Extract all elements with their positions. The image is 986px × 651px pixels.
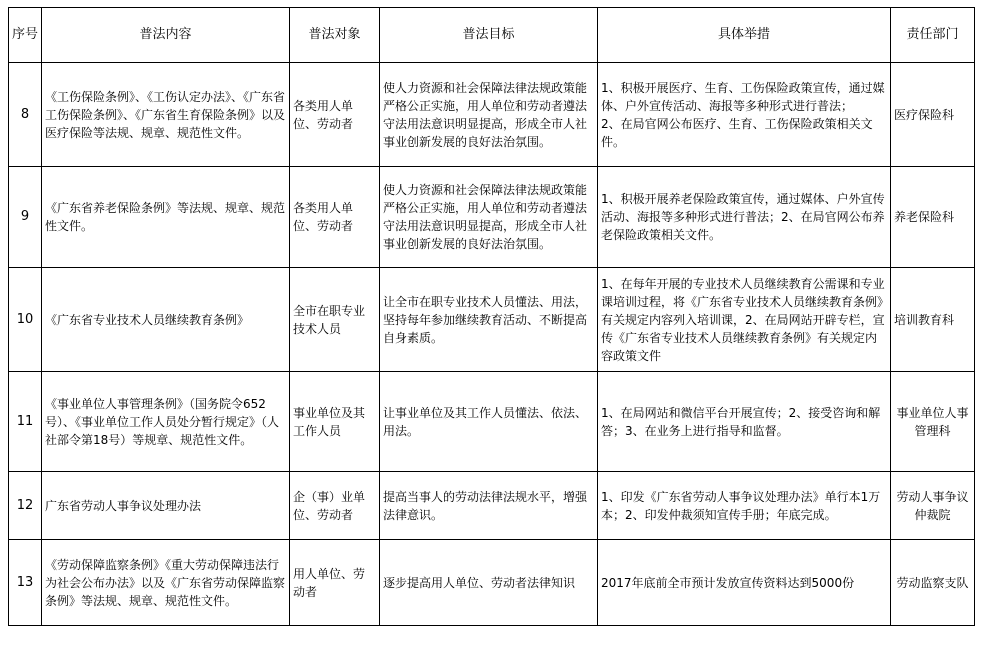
table-row xyxy=(9,268,975,372)
row-dept: 医疗保险科 xyxy=(891,63,975,167)
table-row xyxy=(9,540,975,626)
row-measures: 2017年底前全市预计发放宣传资料达到5000份 xyxy=(598,540,891,626)
row-dept: 事业单位人事管理科 xyxy=(891,372,975,472)
header-no: 序号 xyxy=(9,8,42,63)
row-measures: 1、印发《广东省劳动人事争议处理办法》单行本1万本；2、印发仲裁须知宣传手册；年底完成。 xyxy=(598,472,891,540)
header-dept: 责任部门 xyxy=(891,8,975,63)
header-target: 普法对象 xyxy=(290,8,380,63)
row-target: 事业单位及其工作人员 xyxy=(290,372,380,472)
row-content: 《劳动保障监察条例》《重大劳动保障违法行为社会公布办法》以及《广东省劳动保障监察条例》等法规、规章、规范性文件。 xyxy=(42,540,290,626)
table-row xyxy=(9,472,975,540)
row-content: 《广东省养老保险条例》等法规、规章、规范性文件。 xyxy=(42,167,290,268)
row-dept: 养老保险科 xyxy=(891,167,975,268)
row-goal: 让事业单位及其工作人员懂法、依法、用法。 xyxy=(380,372,598,472)
row-number: 12 xyxy=(9,472,42,540)
row-content: 《工伤保险条例》、《工伤认定办法》、《广东省工伤保险条例》、《广东省生育保险条例》以及医疗保险等法规、规章、规范性文件。 xyxy=(42,63,290,167)
row-goal: 逐步提高用人单位、劳动者法律知识 xyxy=(380,540,598,626)
header-measures: 具体举措 xyxy=(598,8,891,63)
row-target: 各类用人单位、劳动者 xyxy=(290,63,380,167)
row-goal: 让全市在职专业技术人员懂法、用法，坚持每年参加继续教育活动、不断提高自身素质。 xyxy=(380,268,598,372)
row-dept: 培训教育科 xyxy=(891,268,975,372)
row-number: 9 xyxy=(9,167,42,268)
row-measures: 1、在每年开展的专业技术人员继续教育公需课和专业课培训过程，将《广东省专业技术人员继续教育条例》有关规定内容列入培训课，2、在局网站开辟专栏，宣传《广东省专业技术人员继续教育条例》有关规定内容政策文件 xyxy=(598,268,891,372)
header-row xyxy=(9,8,975,63)
row-goal: 使人力资源和社会保障法律法规政策能严格公正实施，用人单位和劳动者遵法守法用法意识明显提高，形成全市人社事业创新发展的良好法治氛围。 xyxy=(380,167,598,268)
row-number: 11 xyxy=(9,372,42,472)
law-education-table xyxy=(8,7,975,626)
row-target: 用人单位、劳动者 xyxy=(290,540,380,626)
row-measures: 1、在局网站和微信平台开展宣传；2、接受咨询和解答；3、在业务上进行指导和监督。 xyxy=(598,372,891,472)
row-number: 10 xyxy=(9,268,42,372)
row-content: 广东省劳动人事争议处理办法 xyxy=(42,472,290,540)
row-target: 各类用人单位、劳动者 xyxy=(290,167,380,268)
row-dept: 劳动监察支队 xyxy=(891,540,975,626)
row-number: 8 xyxy=(9,63,42,167)
header-content: 普法内容 xyxy=(42,8,290,63)
row-measures: 1、积极开展医疗、生育、工伤保险政策宣传，通过媒体、户外宣传活动、海报等多种形式进行普法； 2、在局官网公布医疗、生育、工伤保险政策相关文件。 xyxy=(598,63,891,167)
row-number: 13 xyxy=(9,540,42,626)
row-dept: 劳动人事争议仲裁院 xyxy=(891,472,975,540)
header-goal: 普法目标 xyxy=(380,8,598,63)
row-content: 《事业单位人事管理条例》（国务院令652号）、《事业单位工作人员处分暂行规定》（人社部令第18号）等规章、规范性文件。 xyxy=(42,372,290,472)
row-target: 企（事）业单位、劳动者 xyxy=(290,472,380,540)
row-goal: 使人力资源和社会保障法律法规政策能严格公正实施，用人单位和劳动者遵法守法用法意识明显提高，形成全市人社事业创新发展的良好法治氛围。 xyxy=(380,63,598,167)
table-row xyxy=(9,167,975,268)
table-row xyxy=(9,372,975,472)
row-measures: 1、积极开展养老保险政策宣传，通过媒体、户外宣传活动、海报等多种形式进行普法；2、在局官网公布养老保险政策相关文件。 xyxy=(598,167,891,268)
row-content: 《广东省专业技术人员继续教育条例》 xyxy=(42,268,290,372)
row-goal: 提高当事人的劳动法律法规水平，增强法律意识。 xyxy=(380,472,598,540)
row-target: 全市在职专业技术人员 xyxy=(290,268,380,372)
table-row xyxy=(9,63,975,167)
